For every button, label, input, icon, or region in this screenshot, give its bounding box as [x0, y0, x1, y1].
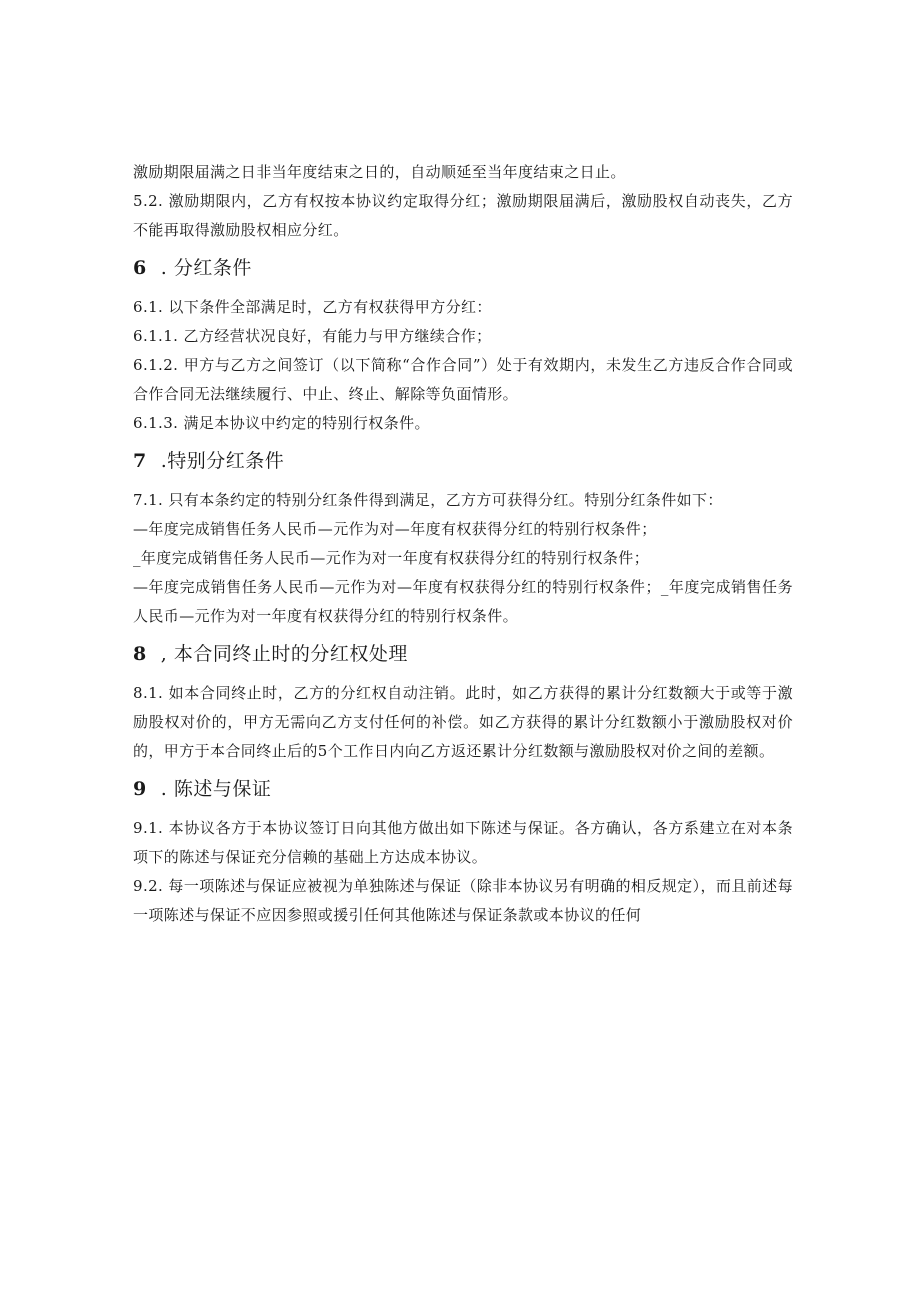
section-title: . 分红条件: [160, 257, 252, 279]
paragraph: 6.1. 以下条件全部满足时，乙方有权获得甲方分红：: [133, 298, 492, 316]
paragraph: 6.1.3. 满足本协议中约定的特别行权条件。: [133, 414, 430, 432]
paragraph: _年度完成销售任务人民币—元作为对一年度有权获得分红的特别行权条件；: [133, 549, 650, 567]
document-page: [133, 158, 793, 930]
paragraph: —年度完成销售任务人民币—元作为对—年度有权获得分红的特别行权条件；: [133, 520, 657, 538]
section-number: 6: [133, 257, 147, 279]
section-title: .特别分红条件: [160, 450, 285, 472]
paragraph: 8.1. 如本合同终止时，乙方的分红权自动注销。此时，如乙方获得的累计分红数额大于或等于激励股权对价的，甲方无需向乙方支付任何的补偿。如乙方获得的累计分红数额小于激励股权对价的，甲方于本合同终止后的5个工作日内向乙方返还累计分红数额与激励股权对价之间的差额。: [133, 684, 793, 760]
section-title: , 本合同终止时的分红权处理: [160, 643, 408, 665]
paragraph: 9.2. 每一项陈述与保证应被视为单独陈述与保证（除非本协议另有明确的相反规定），而且前述每一项陈述与保证不应因参照或援引任何其他陈述与保证条款或本协议的任何: [133, 877, 793, 924]
section-number: 8: [133, 643, 147, 665]
paragraph: 9.1. 本协议各方于本协议签订日向其他方做出如下陈述与保证。各方确认，各方系建立在对本条项下的陈述与保证充分信赖的基础上方达成本协议。: [133, 819, 793, 866]
section-heading: [133, 774, 793, 804]
section-title: . 陈述与保证: [160, 778, 272, 800]
paragraph: 7.1. 只有本条约定的特别分红条件得到满足，乙方方可获得分红。特别分红条件如下：: [133, 491, 723, 509]
section-number: 7: [133, 450, 147, 472]
section-heading: [133, 253, 793, 283]
paragraph: 6.1.2. 甲方与乙方之间签订（以下简称“合作合同”）处于有效期内，未发生乙方违反合作合同或合作合同无法继续履行、中止、终止、解除等负面情形。: [133, 356, 793, 403]
section-heading: [133, 639, 793, 669]
paragraph: 激励期限届满之日非当年度结束之日的，自动顺延至当年度结束之日止。: [133, 163, 626, 181]
section-number: 9: [133, 778, 147, 800]
paragraph: 5.2. 激励期限内，乙方有权按本协议约定取得分红；激励期限届满后，激励股权自动丧失，乙方不能再取得激励股权相应分红。: [133, 192, 793, 239]
section-heading: [133, 446, 793, 476]
paragraph: 6.1.1. 乙方经营状况良好，有能力与甲方继续合作；: [133, 327, 492, 345]
paragraph: —年度完成销售任务人民币—元作为对—年度有权获得分红的特别行权条件；_年度完成销售任务人民币—元作为对一年度有权获得分红的特别行权条件。: [133, 578, 793, 625]
